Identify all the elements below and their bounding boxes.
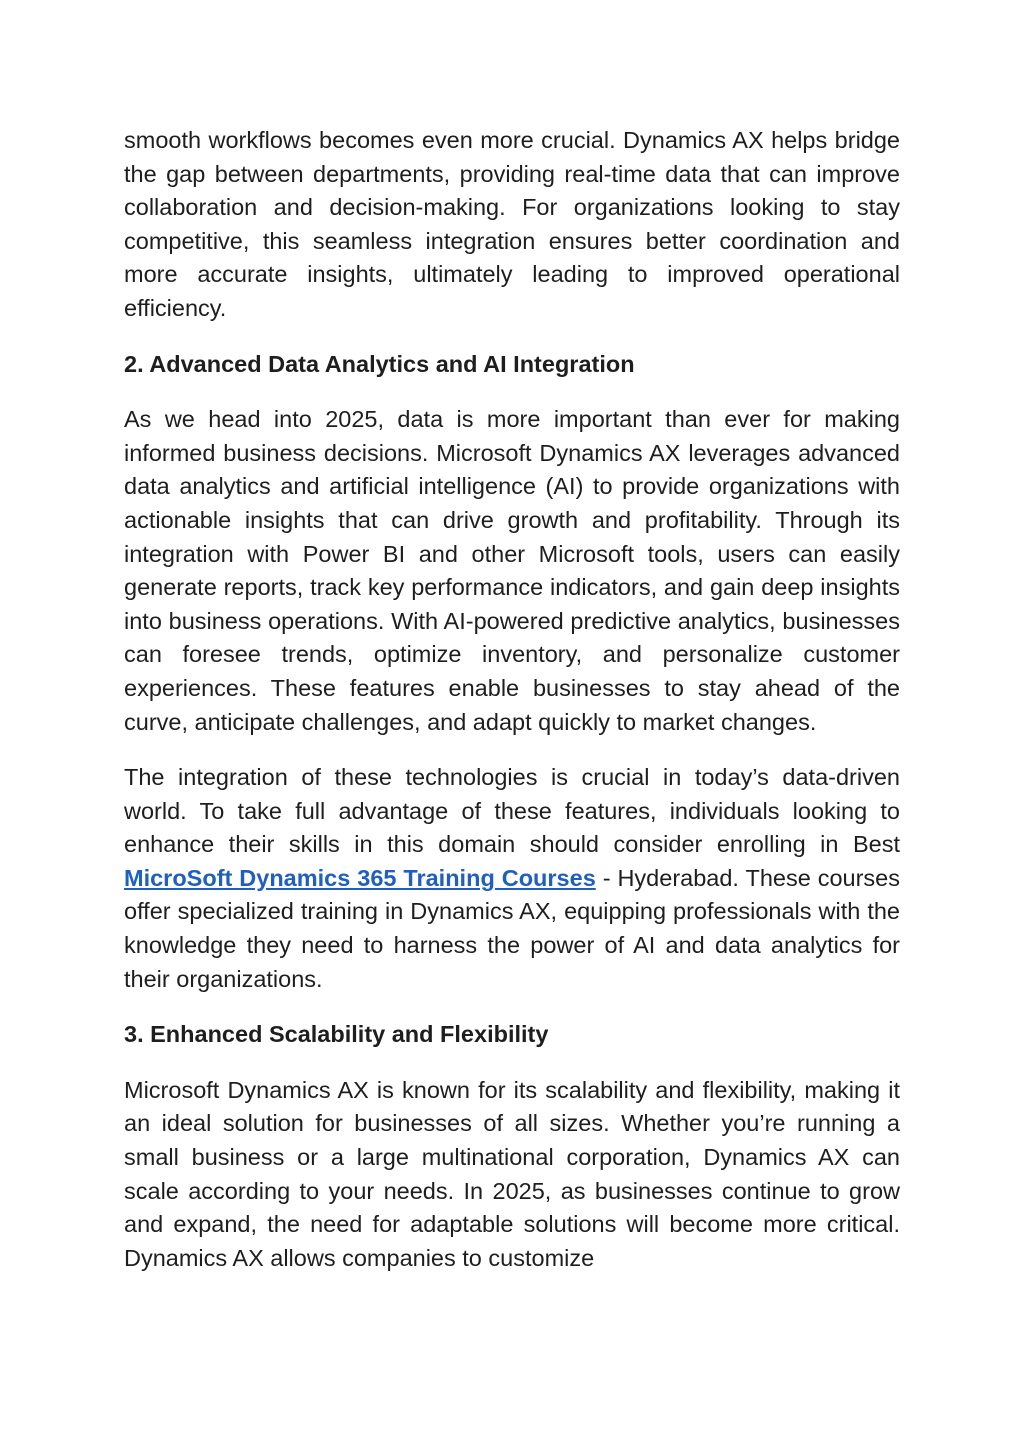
paragraph-analytics: As we head into 2025, data is more important than ever for making informed business decisions. Microsoft Dynamics AX leverages advanced data analytics and artificial intelligence (AI) to provide organizations with actionable insights that can drive growth and profitability. Through its integration with Power BI and other Microsoft tools, users can easily generate reports, track key performance indicators, and gain deep insights into business operations. With AI-powered predictive analytics, businesses can foresee trends, optimize inventory, and personalize customer experiences. These features enable businesses to stay ahead of the curve, anticipate challenges, and adapt quickly to market changes. bbox=[124, 406, 900, 735]
section-heading-scalability: 3. Enhanced Scalability and Flexibility bbox=[124, 1021, 549, 1048]
document-page bbox=[124, 124, 900, 1275]
paragraph-workflows: smooth workflows becomes even more crucial. Dynamics AX helps bridge the gap between departments, providing real-time data that can improve collaboration and decision-making. For organizations looking to stay competitive, this seamless integration ensures better coordination and more accurate insights, ultimately leading to improved operational efficiency. bbox=[124, 127, 900, 321]
training-courses-link[interactable]: MicroSoft Dynamics 365 Training Courses bbox=[124, 864, 596, 891]
training-text-after-link: - Hyderabad. These courses offer specialized training in Dynamics AX, equipping professionals with the knowledge they need to harness the power of AI and data analytics for their organizations. bbox=[124, 864, 900, 992]
paragraph-scalability: Microsoft Dynamics AX is known for its scalability and flexibility, making it an ideal solution for businesses of all sizes. Whether you’re running a small business or a large multinational corporation, Dynamics AX can scale according to your needs. In 2025, as businesses continue to grow and expand, the need for adaptable solutions will become more critical. Dynamics AX allows companies to customize bbox=[124, 1076, 900, 1271]
training-text-before-link: The integration of these technologies is crucial in today’s data-driven world. To take full advantage of these features, individuals looking to enhance their skills in this domain should consider enrolling in Best bbox=[124, 764, 900, 858]
section-heading-analytics: 2. Advanced Data Analytics and AI Integration bbox=[124, 350, 635, 377]
paragraph-training bbox=[124, 761, 900, 996]
